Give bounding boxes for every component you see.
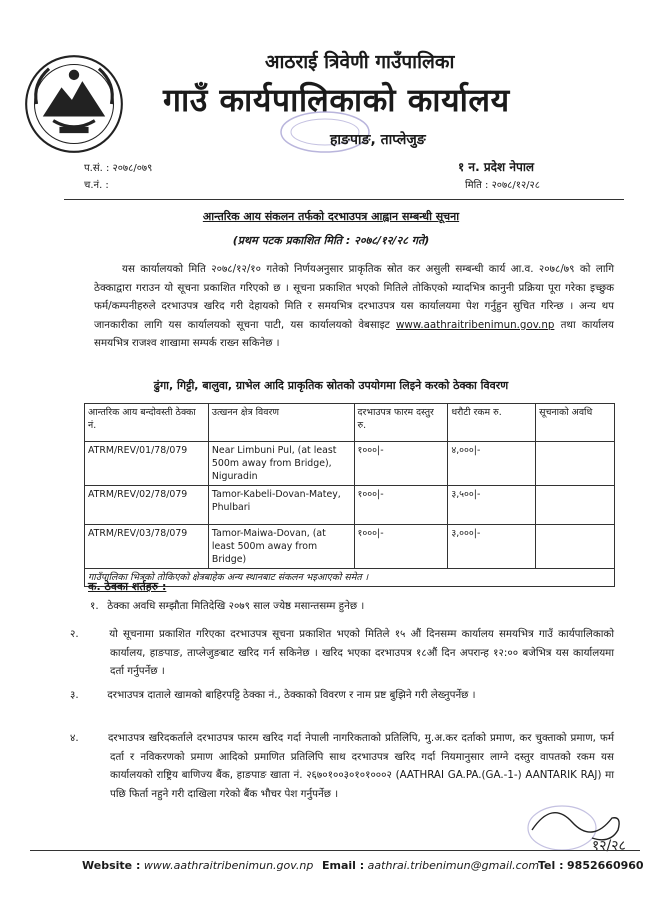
deposit-amount: ४,०००|- xyxy=(448,442,536,486)
dispatch-number: च.नं. : xyxy=(84,180,109,191)
tel-label: Tel : xyxy=(538,859,564,872)
condition-item xyxy=(70,625,614,681)
header-divider xyxy=(64,199,624,200)
signature-date: १२/२८ xyxy=(592,838,626,854)
condition-number: १. xyxy=(90,600,99,612)
conditions-heading: क. ठेक्का शर्तहरु : xyxy=(88,580,167,593)
footer-telephone xyxy=(538,859,644,872)
notice-paragraph-tail: तथा कार्यालय समयभित्र राजश्व शाखामा सम्पर्क राख्न सकिनेछ । xyxy=(94,318,615,350)
office-address: हाङपाङ, ताप्लेजुङ xyxy=(330,132,426,148)
condition-item xyxy=(90,597,614,616)
footer-email xyxy=(322,859,539,872)
contract-code: ATRM/REV/01/78/079 xyxy=(85,442,209,486)
email-label: Email : xyxy=(322,859,365,872)
condition-text: दरभाउपत्र खरिदकर्ताले दरभाउपत्र फारम खरिद गर्दा नेपाली नागरिकताको प्रतिलिपि, मु.अ.कर दर्ताको प्रमाण, कर चुक्ताको प्रमाण, फर्म दर्ता र नविकरणको प्रमाण आदिको प्रमाणित प्रतिलिपि साथ दरभाउपत्र खरिद गर्दा नियमानुसार लाग्ने दस्तुर वापतको रकम यस कार्यालयको राष्ट्रिय बाणिज्य बैंक, हाङपाङ खाता नं. २६७०१००३०१०१०००२ (AATHRAI GA.PA.(GA.-1-) AANTARIK RAJ) मा पछि फिर्ता नहुने गरी दाखिला गरेको बैंक भौचर पेश गर्नुपर्नेछ । xyxy=(107,732,614,800)
column-header: सूचनाको अवधि xyxy=(536,404,615,442)
notice-paragraph xyxy=(94,260,614,353)
area-description: Near Limbuni Pul, (at least 500m away from Bridge), Niguradin xyxy=(208,442,354,486)
table-row xyxy=(85,442,615,486)
column-header: आन्तरिक आय बन्दोवस्ती ठेक्का नं. xyxy=(85,404,209,442)
municipality-name: आठराई त्रिवेणी गाउँपालिका xyxy=(265,51,455,73)
notice-paragraph-text: यस कार्यालयको मिति २०७८/१२/१० गतेको निर्णयअनुसार प्राकृतिक स्रोत कर असुली सम्बन्धी कार्य आ.व. २०७८/७९ को लागि ठेक्काद्वारा गराउन यो सूचना प्रकाशित गरिएको छ । सूचना प्रकाशित भएको मितिले तोकिएको म्यादभित्र कानुनी प्रक्रिया पूरा गरेका इच्छुक फर्म/कम्पनीहरुले दरभाउपत्र खरिद गरी देहायको मिति र समयभित्र दरभाउपत्र यस कार्यालयमा पेश गर्नुहुन सुचित गरिन्छ । अन्य थप जानकारीका लागि यस कार्यालयको सूचना पाटी, यस कार्यालयको वेबसाइट xyxy=(94,263,614,331)
contract-code: ATRM/REV/03/78/079 xyxy=(85,525,209,569)
reference-block xyxy=(84,160,152,194)
deposit-amount: ३,५००|- xyxy=(448,486,536,525)
province-label: १ न. प्रदेश नेपाल xyxy=(458,160,535,174)
form-fee: १०००|- xyxy=(354,525,448,569)
footer-email-link[interactable]: aathrai.tribenimun@gmail.com xyxy=(367,859,540,872)
reference-number: प.सं. : २०७८/०७९ xyxy=(84,163,153,174)
notice-title: आन्तरिक आय संकलन तर्फको दरभाउपत्र आह्वान सम्बन्धी सूचना xyxy=(202,210,460,223)
column-header: उत्खनन क्षेत्र विवरण xyxy=(208,404,354,442)
condition-number: २. xyxy=(70,628,79,640)
form-fee: १०००|- xyxy=(354,486,448,525)
tel-number: 9852660960 xyxy=(567,859,644,872)
footer-website-link[interactable]: www.aathraitribenimun.gov.np xyxy=(143,859,314,872)
notice-period xyxy=(536,486,615,525)
footer-website xyxy=(82,859,313,872)
table-header-row xyxy=(85,404,615,442)
table-row xyxy=(85,525,615,569)
area-description: Tamor-Maiwa-Dovan, (at least 500m away from Bridge) xyxy=(208,525,354,569)
table-title: ढुंगा, गिट्टी, बालुवा, ग्राभेल आदि प्राकृतिक स्रोतको उपयोगमा लिइने करको ठेक्का विवरण xyxy=(153,379,509,392)
condition-number: ३. xyxy=(70,689,79,701)
footer-divider xyxy=(30,850,640,851)
notice-period xyxy=(536,525,615,569)
website-link[interactable]: www.aathraitribenimun.gov.np xyxy=(396,318,555,331)
issue-date: मिति : २०७८/१२/२८ xyxy=(465,180,540,191)
condition-text: ठेक्का अवधि सम्झौता मितिदेखि २०७९ साल ज्येष्ठ मसान्तसम्म हुनेछ । xyxy=(107,600,365,612)
form-fee: १०००|- xyxy=(354,442,448,486)
condition-text: दरभाउपत्र दाताले खामको बाहिरपट्टि ठेक्का नं., ठेक्काको विवरण र नाम प्रष्ट बुझिने गरी लेख्नुपर्नेछ । xyxy=(107,689,476,701)
table-footnote: गाउँपालिका भित्रको तोकिएको क्षेत्रबाहेक अन्य स्थानबाट संकलन भइआएको समेत । xyxy=(85,569,615,587)
contract-code: ATRM/REV/02/78/079 xyxy=(85,486,209,525)
tender-table xyxy=(84,403,615,587)
notice-period xyxy=(536,442,615,486)
notice-subtitle: (प्रथम पटक प्रकाशित मिति : २०७८/१२/२८ गते) xyxy=(232,234,430,247)
website-label: Website : xyxy=(82,859,141,872)
table-row xyxy=(85,486,615,525)
government-emblem-icon xyxy=(22,52,126,156)
area-description: Tamor-Kabeli-Dovan-Matey, Phulbari xyxy=(208,486,354,525)
column-header: धरौटी रकम रु. xyxy=(448,404,536,442)
column-header: दरभाउपत्र फारम दस्तुर रु. xyxy=(354,404,448,442)
condition-item xyxy=(70,686,614,705)
deposit-amount: ३,०००|- xyxy=(448,525,536,569)
condition-text: यो सूचनामा प्रकाशित गरिएका दरभाउपत्र सूचना प्रकाशित भएको मितिले १५ औं दिनसम्म कार्यालय समयभित्र गाउँ कार्यपालिकाको कार्यालय, हाङपाङ, ताप्लेजुङबाट खरिद गर्न सकिनेछ । खरिद भएका दरभाउपत्र १८औं दिन अपरान्ह १२:०० बजेभित्र यस कार्यालयमा दर्ता गर्नुपर्नेछ । xyxy=(109,628,614,678)
office-name: गाउँ कार्यपालिकाको कार्यालय xyxy=(163,81,510,119)
condition-number: ४. xyxy=(70,732,79,744)
